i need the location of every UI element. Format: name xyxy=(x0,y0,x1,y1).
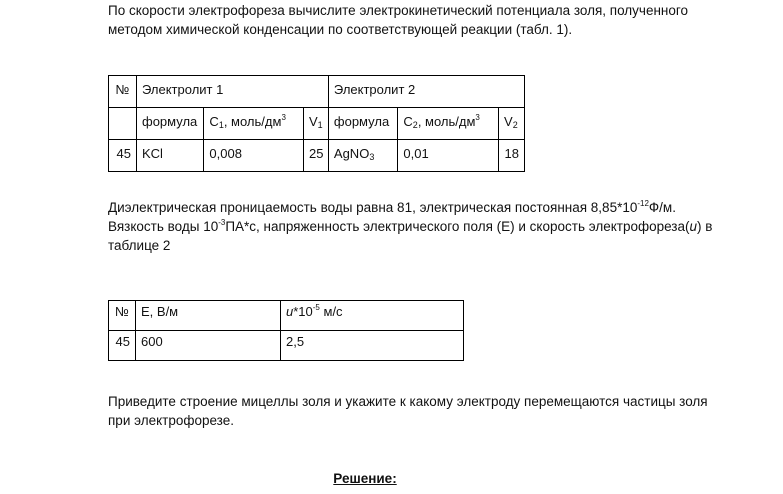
field-strength-value: 600 xyxy=(136,331,281,361)
table-2-data-row xyxy=(109,331,464,361)
constants-paragraph xyxy=(108,198,748,255)
table-2-header-row xyxy=(109,301,464,331)
v2-value: 18 xyxy=(499,140,525,172)
formula-1-value: KCl xyxy=(137,140,204,172)
constants-line-2: Вязкость воды $10^{-3}ПА*с$, напряженность электрического поля (Е) и скорость электрофореза(u) в xyxy=(108,218,713,234)
v1-header: $V_1$ xyxy=(304,108,329,140)
formula-2-header: формула xyxy=(328,108,398,140)
question-line-2: при электрофорезе. xyxy=(108,413,234,428)
table-1-header-row-1 xyxy=(109,76,525,108)
intro-line-2: методом химической конденсации по соответствующей реакции (табл. 1). xyxy=(108,22,573,37)
c2-header: $C_2$, моль/$дм^3$ xyxy=(398,108,499,140)
col-number-header: № xyxy=(109,76,137,108)
table-1 xyxy=(108,75,525,172)
col-number-header: № xyxy=(109,301,136,331)
table-1-header-row-2 xyxy=(109,108,525,140)
field-strength-header: Е, В/м xyxy=(136,301,281,331)
constants-line-3: таблице 2 xyxy=(108,238,171,253)
task-intro xyxy=(108,1,748,39)
question-paragraph xyxy=(108,392,748,430)
electrolyte-1-header: Электролит 1 xyxy=(137,76,329,108)
v2-header: $V_2$ xyxy=(499,108,525,140)
velocity-value: 2,5 xyxy=(281,331,464,361)
row-number: 45 xyxy=(109,140,137,172)
table-1-data-row xyxy=(109,140,525,172)
intro-line-1: По скорости электрофореза вычислите электрокинетический потенциала золя, полученного xyxy=(108,3,689,18)
table-2 xyxy=(108,300,464,361)
row-number: 45 xyxy=(109,331,136,361)
velocity-header: $u*10^{-5}$ м/с xyxy=(281,301,464,331)
question-line-1: Приведите строение мицеллы золя и укажите к какому электроду перемещаются частицы золя xyxy=(108,394,708,409)
v1-value: 25 xyxy=(304,140,329,172)
electrolyte-2-header: Электролит 2 xyxy=(328,76,524,108)
c2-value: 0,01 xyxy=(398,140,499,172)
formula-2-value: AgNO$_3$ xyxy=(328,140,398,172)
c1-header: $C_1$, моль/$дм^3$ xyxy=(204,108,304,140)
formula-1-header: формула xyxy=(137,108,204,140)
solution-heading: Решение: xyxy=(333,471,397,486)
c1-value: 0,008 xyxy=(204,140,304,172)
empty-cell xyxy=(109,108,137,140)
constants-line-1: Диэлектрическая проницаемость воды равна 81, электрическая постоянная $8,85*10^{-12}Ф/м$. xyxy=(108,199,676,215)
